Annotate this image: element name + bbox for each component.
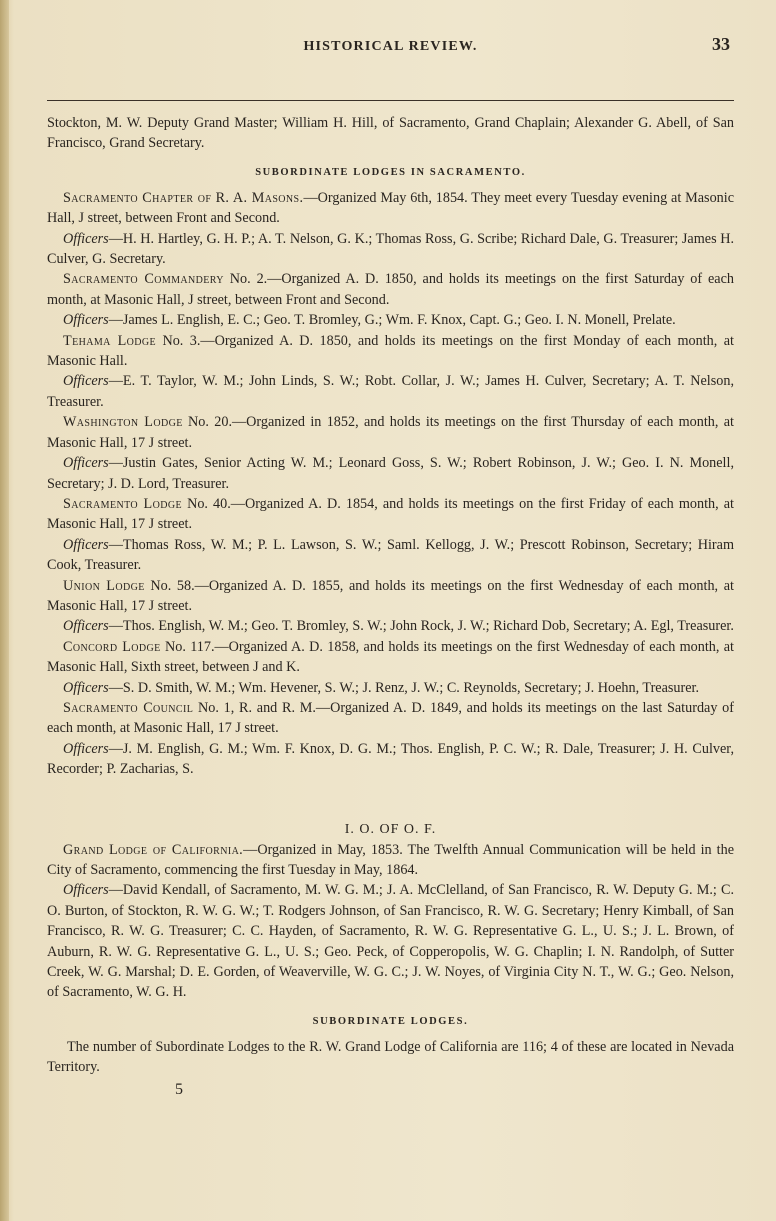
lodge-name: Washington Lodge: [63, 414, 183, 431]
grand-lodge-officers-paragraph: [47, 880, 734, 1002]
lodge-name: Tehama Lodge: [63, 332, 157, 349]
lodge-description: No. 1, R. and R. M.—Organized A. D. 1849, and holds its meetings on the last Saturday of each month, at Masonic Hall, 17 J street.: [47, 699, 734, 737]
officers-paragraph: [47, 229, 734, 270]
lodge-description: No. 58.—Organized A. D. 1855, and holds its meetings on the first Wednesday of each month, at Masonic Hall, 17 J street.: [47, 577, 734, 614]
officers-list: —David Kendall, of Sacramento, M. W. G. M.; J. A. McClelland, of San Francisco, R. W. Deputy G. M.; C. O. Burton, of Stockton, R. W. G. W.; T. Rodgers Johnson, of San Francisco, R. W. G. Secretary; Henry Kimball, of San Francisco, R. W. G. Treasurer; C. C. Hayden, of Sacramento, R. W. G. Representative G. L., U. S.; J. L. Brown, of Auburn, R. W. G. Representative G. L., U. S.; Geo. Peck, of Copperopolis, W. G. Chaplin; I. N. Randolph, of Sutter Creek, W. G. Marshal; D. E. Gorden, of Weaverville, W. G. C.; J. W. Noyes, of Virginia City N. T., W. G.; Geo. Nelson, of Sacramento, W. G. H.: [47, 882, 734, 1001]
lodge-list: [47, 188, 734, 780]
lodge-entry: [47, 494, 734, 576]
page-spine-shadow: [0, 0, 9, 1221]
section-heading-subordinate: SUBORDINATE LODGES.: [312, 1015, 469, 1027]
officers-paragraph: [47, 310, 734, 330]
lodge-description: No. 40.—Organized A. D. 1854, and holds its meetings on the first Friday of each month, at Masonic Hall, 17 J street.: [47, 495, 734, 533]
officers-list: —Justin Gates, Senior Acting W. M.; Leonard Goss, S. W.; Robert Robinson, J. W.; Geo. I. N. Monell, Secretary; J. D. Lord, Treasurer.: [47, 455, 734, 492]
officers-paragraph: [47, 678, 734, 698]
officers-list: —J. M. English, G. M.; Wm. F. Knox, D. G. M.; Thos. English, P. C. W.; R. Dale, Treasurer; J. H. Culver, Recorder; P. Zacharias, S.: [47, 740, 734, 778]
officers-paragraph: [47, 453, 734, 494]
officers-list: —E. T. Taylor, W. M.; John Linds, S. W.; Robt. Collar, J. W.; James H. Culver, Secretary; A. T. Nelson, Treasurer.: [47, 373, 734, 410]
ioof-heading: I. O. OF O. F.: [344, 821, 437, 837]
officers-list: —James L. English, E. C.; Geo. T. Bromley, G.; Wm. F. Knox, Capt. G.; Geo. I. N. Monell, Prelate.: [108, 312, 676, 329]
lodge-name: Sacramento Chapter of R. A. Masons.: [63, 189, 304, 206]
lodge-entry: [47, 269, 734, 330]
lodge-description: No. 2.—Organized A. D. 1850, and holds its meetings on the first Saturday of each month, at Masonic Hall, J street, between Front and Second.: [47, 271, 734, 308]
grand-lodge-name: Grand Lodge of California.: [63, 841, 244, 858]
lodge-name: Sacramento Lodge: [63, 495, 182, 512]
lodge-paragraph: [47, 188, 734, 229]
lodge-entry: [47, 412, 734, 494]
officers-paragraph: [47, 616, 734, 636]
running-head: HISTORICAL REVIEW.: [303, 39, 478, 54]
lodge-name: Concord Lodge: [63, 638, 161, 655]
lodge-entry: [47, 698, 734, 780]
lodge-name: Union Lodge: [63, 577, 145, 594]
header-rule: [47, 100, 734, 101]
officers-label: Officers: [63, 679, 109, 696]
lodge-description: No. 20.—Organized in 1852, and holds its meetings on the first Thursday of each month, at Masonic Hall, 17 J street.: [47, 414, 734, 451]
lodge-paragraph: [47, 269, 734, 310]
officers-label: Officers: [63, 312, 109, 329]
officers-label: Officers: [63, 740, 109, 757]
lodge-paragraph: [47, 698, 734, 739]
officers-list: —Thos. English, W. M.; Geo. T. Bromley, S. W.; John Rock, J. W.; Richard Dob, Secretary; A. Egl, Treasurer.: [108, 618, 734, 635]
officers-label: Officers: [63, 230, 109, 247]
grand-lodge-description: —Organized in May, 1853. The Twelfth Annual Communication will be held in the City of Sacramento, commencing the first Tuesday in May, 1864.: [47, 841, 734, 878]
page-number: 33: [712, 34, 730, 54]
lodge-name: Sacramento Commandery: [63, 271, 224, 288]
lodge-entry: [47, 637, 734, 698]
lodge-paragraph: [47, 412, 734, 453]
grand-lodge-paragraph: [47, 840, 734, 881]
officers-list: —Thomas Ross, W. M.; P. L. Lawson, S. W.; Saml. Kellogg, J. W.; Prescott Robinson, Secretary; Hiram Cook, Treasurer.: [47, 536, 734, 574]
lodge-description: No. 3.—Organized A. D. 1850, and holds its meetings on the first Monday of each month, at Masonic Hall.: [47, 332, 734, 370]
signature-mark: 5: [175, 1080, 183, 1098]
officers-label: Officers: [63, 455, 109, 472]
officers-list: —S. D. Smith, W. M.; Wm. Hevener, S. W.; J. Renz, J. W.; C. Reynolds, Secretary; J. Hoehn, Treasurer.: [108, 679, 700, 696]
intro-paragraph: Stockton, M. W. Deputy Grand Master; William H. Hill, of Sacramento, Grand Chaplain; Alexander G. Abell, of San Francisco, Grand Secretary.: [47, 115, 734, 152]
lodge-entry: [47, 331, 734, 413]
page-header: [47, 34, 734, 64]
lodge-paragraph: [47, 637, 734, 678]
officers-label: Officers: [63, 882, 109, 899]
officers-label: Officers: [63, 536, 109, 553]
lodge-paragraph: [47, 331, 734, 372]
lodge-description: —Organized May 6th, 1854. They meet every Tuesday evening at Masonic Hall, J street, between Front and Second.: [47, 189, 734, 227]
lodge-paragraph: [47, 576, 734, 617]
officers-list: —H. H. Hartley, G. H. P.; A. T. Nelson, G. K.; Thomas Ross, G. Scribe; Richard Dale, G. Treasurer; James H. Culver, G. Secretary.: [47, 230, 734, 268]
lodge-entry: [47, 188, 734, 270]
lodge-entry: [47, 576, 734, 637]
officers-paragraph: [47, 535, 734, 576]
grand-lodge-entry: [47, 840, 734, 1003]
officers-paragraph: [47, 739, 734, 780]
lodge-name: Sacramento Council: [63, 699, 194, 716]
lodge-paragraph: [47, 494, 734, 535]
closing-paragraph: The number of Subordinate Lodges to the R. W. Grand Lodge of California are 116; 4 of these are located in Nevada Territory.: [47, 1038, 734, 1076]
officers-paragraph: [47, 371, 734, 412]
officers-label: Officers: [63, 373, 109, 390]
officers-label: Officers: [63, 618, 109, 635]
lodge-description: No. 117.—Organized A. D. 1858, and holds its meetings on the first Wednesday of each month, at Masonic Hall, Sixth street, between J and K.: [47, 638, 734, 676]
section-heading-sacramento: SUBORDINATE LODGES IN SACRAMENTO.: [255, 166, 526, 178]
